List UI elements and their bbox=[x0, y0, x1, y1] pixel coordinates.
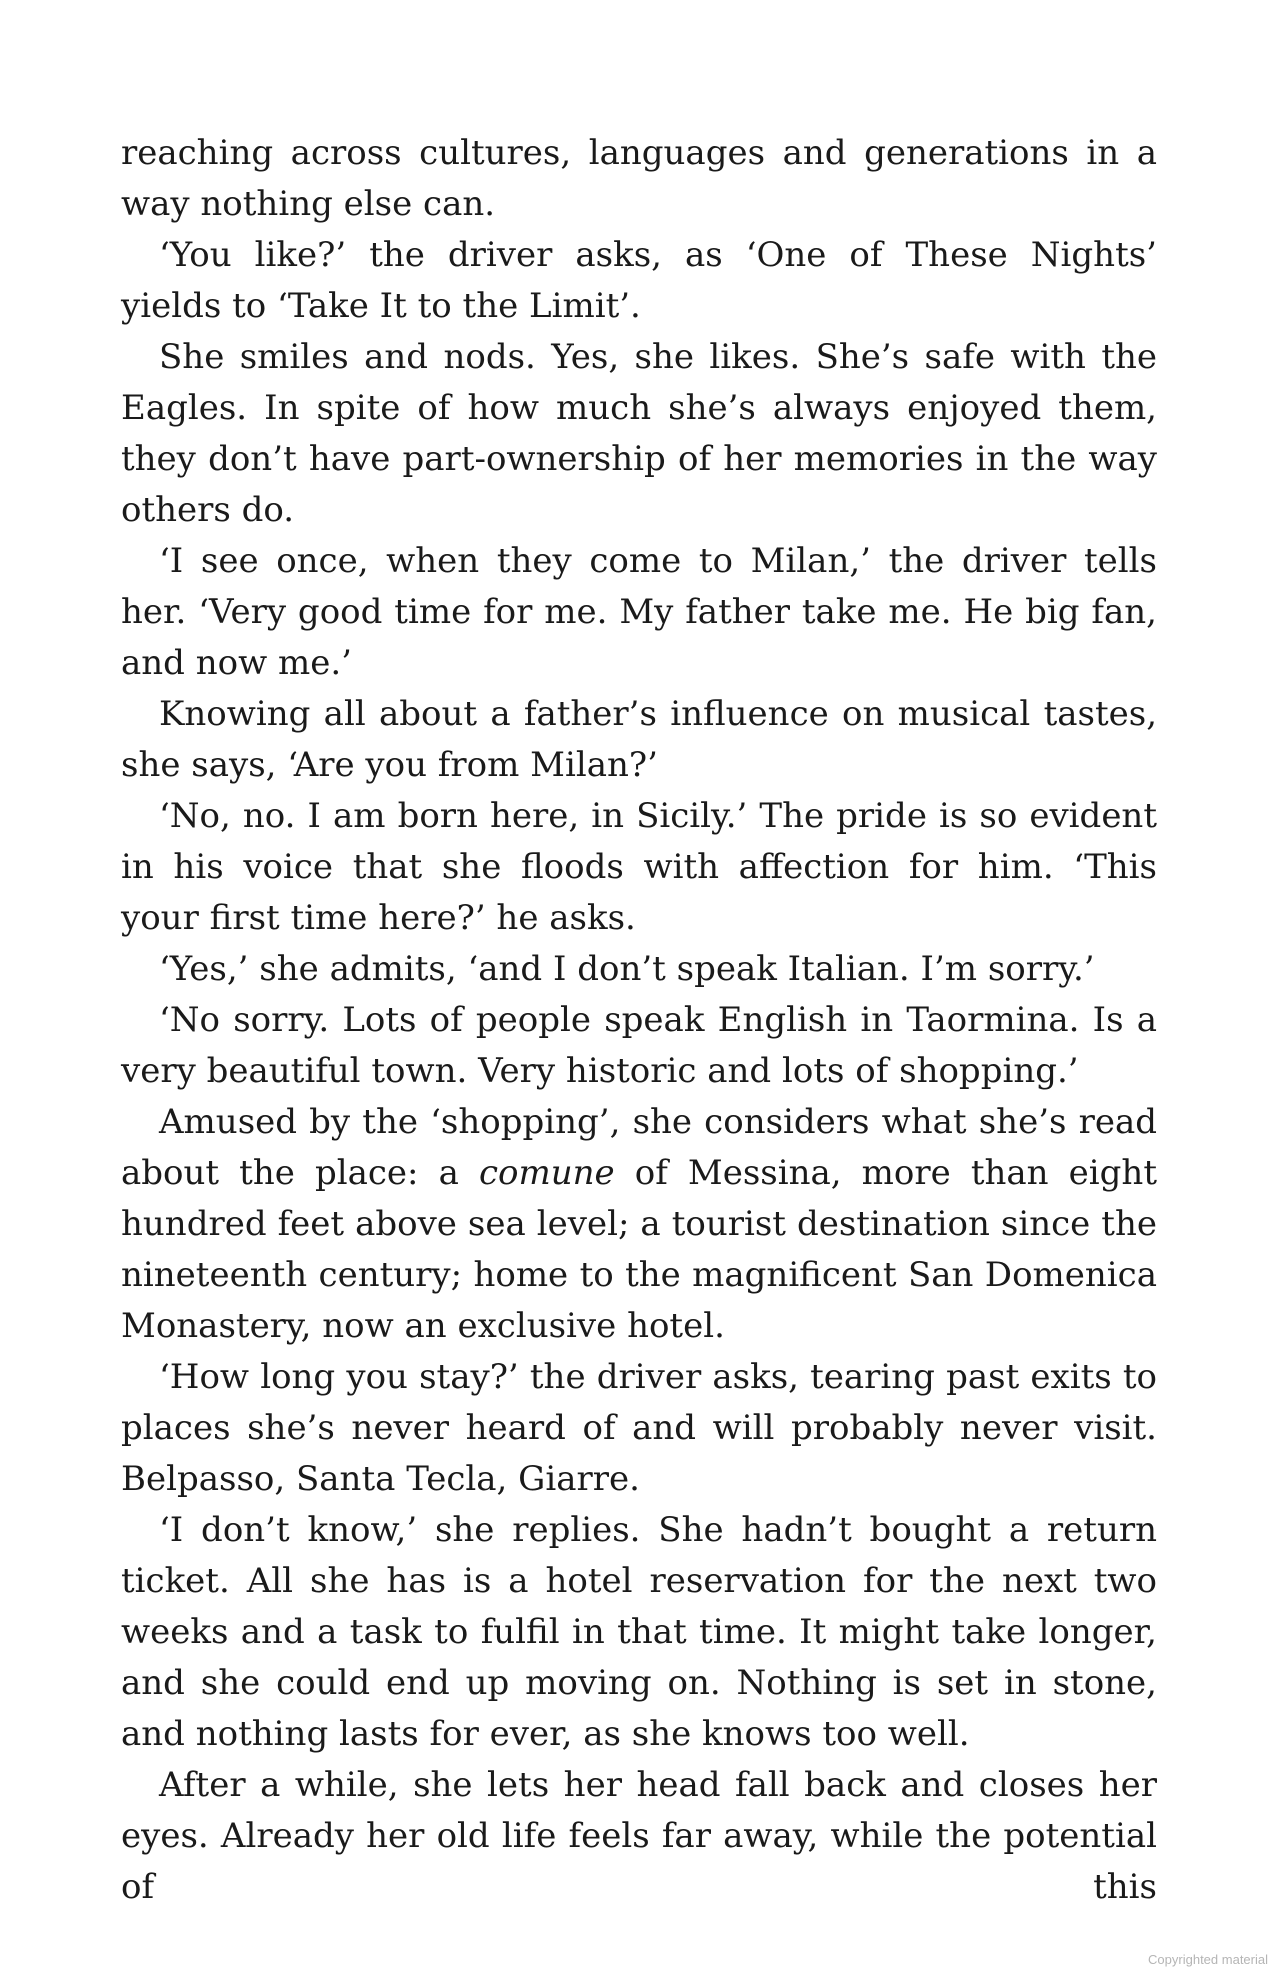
paragraph-12: After a while, she lets her head fall back and closes her eyes. Already her old life feels far away, while the potential of this bbox=[121, 1765, 1157, 1907]
paragraph-2: ‘You like?’ the driver asks, as ‘One of These Nights’ yields to ‘Take It to the Limit’. bbox=[121, 235, 1157, 326]
paragraph-3: She smiles and nods. Yes, she likes. She’s safe with the Eagles. In spite of how much she’s always enjoyed them, they don’t have part-ownership of her memories in the way others do. bbox=[121, 337, 1157, 530]
paragraph-9 bbox=[121, 1097, 1157, 1352]
paragraph-9-after: of Messina, more than eight hundred feet above sea level; a tourist destination since the nineteenth century; home to the magnificent San Domenica Monastery, now an exclusive hotel. bbox=[121, 1153, 1157, 1346]
paragraph-6: ‘No, no. I am born here, in Sicily.’ The pride is so evident in his voice that she floods with affection for him. ‘This your first time here?’ he asks. bbox=[121, 796, 1157, 938]
paragraph-4: ‘I see once, when they come to Milan,’ the driver tells her. ‘Very good time for me. My father take me. He big fan, and now me.’ bbox=[121, 541, 1157, 683]
paragraph-9-italic: comune bbox=[478, 1153, 615, 1193]
paragraph-9-before: Amused by the ‘shopping’, she considers what she’s read about the place: a bbox=[121, 1102, 1157, 1193]
paragraph-5: Knowing all about a father’s influence on musical tastes, she says, ‘Are you from Milan?’ bbox=[121, 694, 1157, 785]
paragraph-7: ‘Yes,’ she admits, ‘and I don’t speak Italian. I’m sorry.’ bbox=[159, 949, 1095, 989]
copyright-watermark: Copyrighted material bbox=[1148, 1952, 1268, 1967]
paragraph-8: ‘No sorry. Lots of people speak English in Taormina. Is a very beautiful town. Very historic and lots of shopping.’ bbox=[121, 1000, 1157, 1091]
paragraph-1: reaching across cultures, languages and generations in a way nothing else can. bbox=[121, 133, 1157, 224]
paragraph-10: ‘How long you stay?’ the driver asks, tearing past exits to places she’s never heard of and will probably never visit. Belpasso, Santa Tecla, Giarre. bbox=[121, 1357, 1157, 1499]
page-body bbox=[121, 128, 1157, 1913]
paragraph-11: ‘I don’t know,’ she replies. She hadn’t bought a return ticket. All she has is a hotel reservation for the next two weeks and a task to fulfil in that time. It might take longer, and she could end up moving on. Nothing is set in stone, and nothing lasts for ever, as she knows too well. bbox=[121, 1510, 1157, 1754]
